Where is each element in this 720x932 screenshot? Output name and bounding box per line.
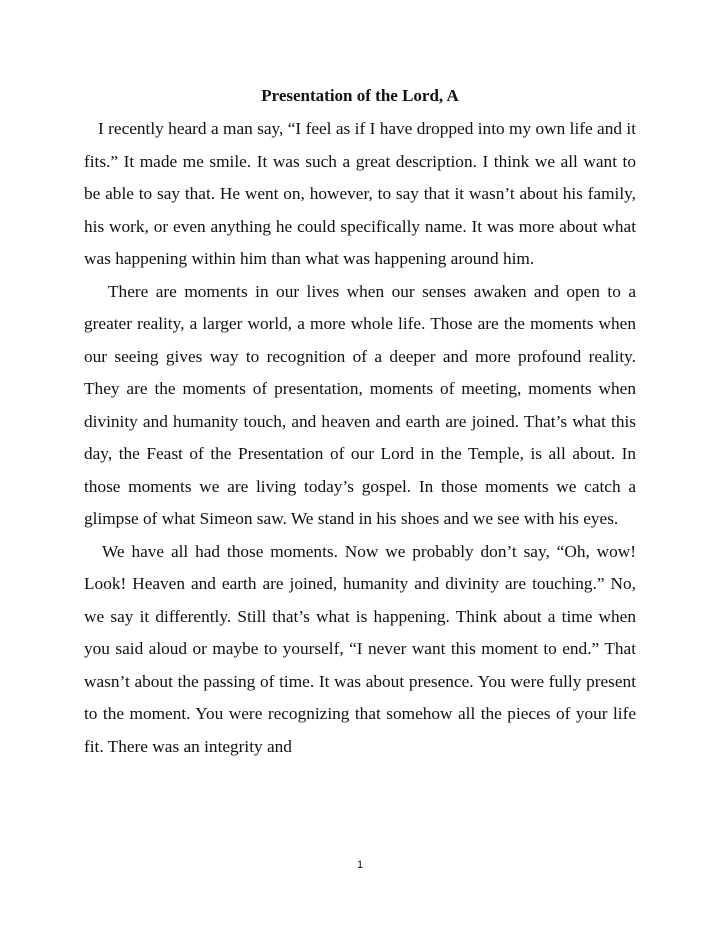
document-title: Presentation of the Lord, A [261, 86, 459, 105]
document-body [84, 113, 636, 763]
page-number: 1 [356, 859, 364, 871]
paragraph-1: I recently heard a man say, “I feel as if I have dropped into my own life and it fits.” It made me smile. It was such a great description. I think we all want to be able to say that. He went on, however, to say that it wasn’t about his family, his work, or even anything he could specifically name. It was more about what was happening within him than what was happening around him. [84, 119, 636, 268]
paragraph-2: There are moments in our lives when our senses awaken and open to a greater reality, a larger world, a more whole life. Those are the moments when our seeing gives way to recognition of a deeper and more profound reality. They are the moments of presentation, moments of meeting, moments when divinity and humanity touch, and heaven and earth are joined. That’s what this day, the Feast of the Presentation of our Lord in the Temple, is all about. In those moments we are living today’s gospel. In those moments we catch a glimpse of what Simeon saw. We stand in his shoes and we see with his eyes. [84, 281, 636, 528]
paragraph-3: We have all had those moments. Now we probably don’t say, “Oh, wow! Look! Heaven and earth are joined, humanity and divinity are touching.” No, we say it differently. Still that’s what is happening. Think about a time when you said aloud or maybe to yourself, “I never want this moment to end.” That wasn’t about the passing of time. It was about presence. You were fully present to the moment. You were recognizing that somehow all the pieces of your life fit. There was an integrity and [84, 541, 636, 756]
